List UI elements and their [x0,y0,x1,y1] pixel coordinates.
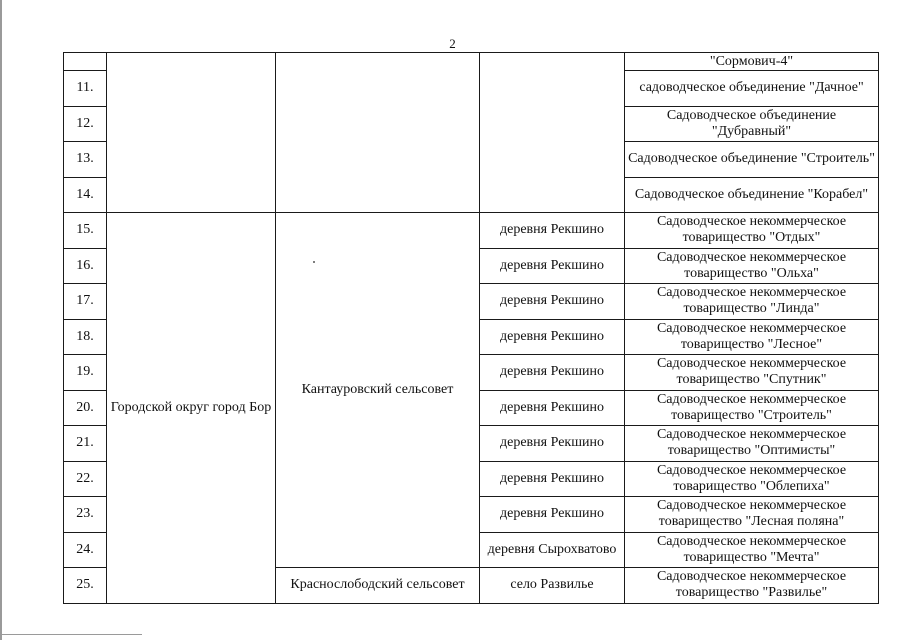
organization-cell: Садоводческое некоммерческое товарищество "Ольха" [625,248,879,284]
organization-cell: Садоводческое некоммерческое товарищество "Спутник" [625,355,879,391]
row-number-cell: 13. [64,142,107,178]
registry-table [63,52,879,604]
scan-speck [313,261,315,263]
row-number-cell: 18. [64,319,107,355]
organization-cell: Садоводческое некоммерческое товарищество "Лесная поляна" [625,497,879,533]
table-row-continuation [64,53,879,71]
settlement-cell: деревня Рекшино [480,390,625,426]
row-number-cell: 14. [64,177,107,213]
settlement-cell: деревня Рекшино [480,284,625,320]
row-number-cell: 24. [64,532,107,568]
row-number-cell: 15. [64,213,107,249]
row-number-cell: 20. [64,390,107,426]
organization-cell: Садоводческое объединение "Дубравный" [625,106,879,142]
row-number-cell [64,53,107,71]
row-number-cell: 11. [64,71,107,107]
organization-cell: "Сормович-4" [625,53,879,71]
settlement-cell: деревня Рекшино [480,355,625,391]
settlement-cell: деревня Рекшино [480,461,625,497]
row-number-cell: 21. [64,426,107,462]
council-cell-kantaurovsky: Кантауровский сельсовет [276,213,480,568]
district-cell: Городской округ город Бор [107,213,276,604]
organization-cell: Садоводческое некоммерческое товарищество "Развилье" [625,568,879,604]
settlement-cell: деревня Рекшино [480,319,625,355]
council-cell-upper [276,53,480,213]
settlement-cell: деревня Рекшино [480,248,625,284]
settlement-cell: село Развилье [480,568,625,604]
organization-cell: Садоводческое некоммерческое товарищество "Мечта" [625,532,879,568]
organization-cell: Садоводческое некоммерческое товарищество "Линда" [625,284,879,320]
organization-cell: Садоводческое объединение "Корабел" [625,177,879,213]
organization-cell: садоводческое объединение "Дачное" [625,71,879,107]
council-cell-krasnoslobodsky: Краснослободский сельсовет [276,568,480,604]
organization-cell: Садоводческое некоммерческое товарищество "Лесное" [625,319,879,355]
row-number-cell: 25. [64,568,107,604]
settlement-cell: деревня Рекшино [480,497,625,533]
organization-cell: Садоводческое некоммерческое товарищество "Отдых" [625,213,879,249]
row-number-cell: 19. [64,355,107,391]
organization-cell: Садоводческое объединение "Строитель" [625,142,879,178]
table-row [64,213,879,249]
scan-edge-bottom [0,634,142,635]
settlement-cell: деревня Сырохватово [480,532,625,568]
organization-cell: Садоводческое некоммерческое товарищество "Облепиха" [625,461,879,497]
page-number: 2 [449,36,456,51]
settlement-cell: деревня Рекшино [480,426,625,462]
settlement-cell-upper [480,53,625,213]
row-number-cell: 22. [64,461,107,497]
organization-cell: Садоводческое некоммерческое товарищество "Оптимисты" [625,426,879,462]
row-number-cell: 16. [64,248,107,284]
row-number-cell: 23. [64,497,107,533]
scan-edge-left [0,0,2,640]
organization-cell: Садоводческое некоммерческое товарищество "Строитель" [625,390,879,426]
district-cell-upper [107,53,276,213]
settlement-cell: деревня Рекшино [480,213,625,249]
row-number-cell: 17. [64,284,107,320]
row-number-cell: 12. [64,106,107,142]
